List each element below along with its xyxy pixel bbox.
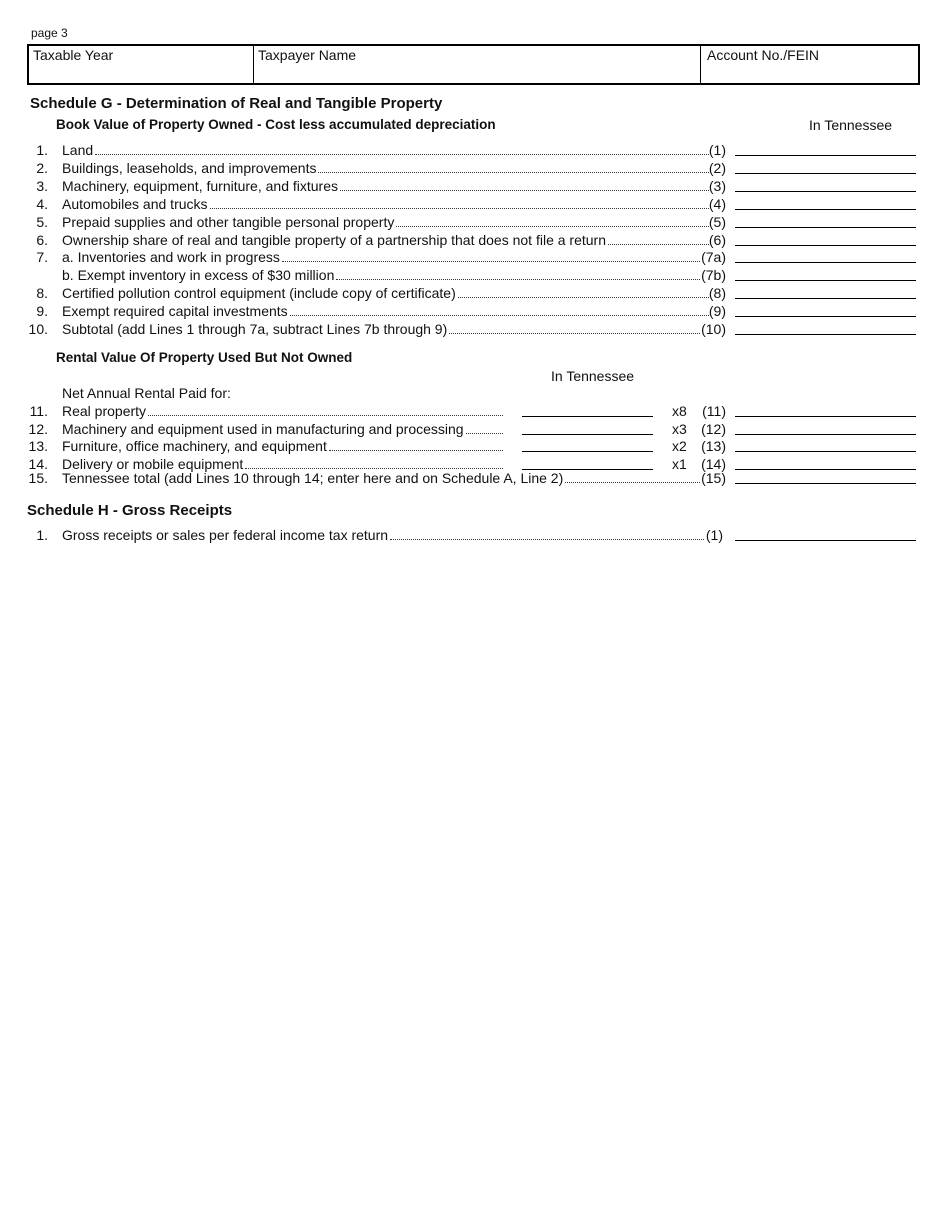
line-reference: (3) xyxy=(708,178,726,194)
in-tennessee-amount-field[interactable] xyxy=(735,154,916,156)
line-label: Ownership share of real and tangible property of a partnership that does not file a return xyxy=(62,232,606,248)
line-label: b. Exempt inventory in excess of $30 million xyxy=(62,267,335,283)
line-label-with-leader xyxy=(62,159,709,177)
line-reference: (7b) xyxy=(701,267,726,283)
line-label-with-leader xyxy=(62,177,709,195)
line-number: 5. xyxy=(36,214,48,230)
rental-amount-field[interactable] xyxy=(522,415,653,417)
line-label-with-leader xyxy=(62,284,709,302)
rental-amount-field[interactable] xyxy=(522,433,653,435)
rental-line xyxy=(0,402,950,420)
line-reference: (12) xyxy=(701,421,726,437)
dot-leader xyxy=(148,414,503,416)
dot-leader xyxy=(318,171,709,173)
dot-leader xyxy=(466,432,503,434)
schedule-g-line xyxy=(0,266,950,284)
line-label-with-leader xyxy=(62,231,709,249)
line-label: Machinery, equipment, furniture, and fixtures xyxy=(62,178,338,194)
line-label-with-leader xyxy=(62,248,700,266)
dot-leader xyxy=(210,207,709,209)
taxable-year-label: Taxable Year xyxy=(33,47,114,63)
line-label-with-leader xyxy=(62,213,709,231)
gross-receipts-line xyxy=(0,526,950,544)
line-label: Tennessee total (add Lines 10 through 14; enter here and on Schedule A, Line 2) xyxy=(62,470,564,486)
line-number: 9. xyxy=(36,303,48,319)
tennessee-total-line xyxy=(0,469,950,487)
schedule-g-line xyxy=(0,320,950,338)
dot-leader xyxy=(336,278,700,280)
schedule-g-line xyxy=(0,284,950,302)
multiplier: x2 xyxy=(672,438,687,454)
dot-leader xyxy=(340,189,709,191)
multiplier: x1 xyxy=(672,456,687,472)
in-tennessee-amount-field[interactable] xyxy=(735,208,916,210)
line-number: 4. xyxy=(36,196,48,212)
line-reference: (15) xyxy=(701,470,726,486)
dot-leader xyxy=(458,296,709,298)
schedule-g-line xyxy=(0,141,950,159)
line-label: Machinery and equipment used in manufacturing and processing xyxy=(62,421,464,437)
in-tennessee-amount-field[interactable] xyxy=(735,433,916,435)
line-reference: (13) xyxy=(701,438,726,454)
in-tennessee-amount-field[interactable] xyxy=(735,482,916,484)
dot-leader xyxy=(565,481,700,483)
account-no-label: Account No./FEIN xyxy=(707,47,820,63)
in-tennessee-amount-field[interactable] xyxy=(735,226,916,228)
line-number: 12. xyxy=(28,421,48,437)
line-reference: (14) xyxy=(701,456,726,472)
line-label-with-leader xyxy=(62,320,700,338)
line-number: 6. xyxy=(36,232,48,248)
rental-amount-field[interactable] xyxy=(522,450,653,452)
schedule-h-title: Schedule H - Gross Receipts xyxy=(27,502,233,519)
line-number: 15. xyxy=(28,470,48,486)
in-tennessee-amount-field[interactable] xyxy=(735,450,916,452)
line-number: 1. xyxy=(36,142,48,158)
line-reference: (1) xyxy=(708,142,726,158)
book-value-heading: Book Value of Property Owned - Cost less accumulated depreciation xyxy=(56,117,496,132)
in-tennessee-column-heading: In Tennessee xyxy=(809,117,893,133)
schedule-g-line xyxy=(0,231,950,249)
dot-leader xyxy=(449,332,700,334)
in-tennessee-amount-field[interactable] xyxy=(735,244,916,246)
taxpayer-name-field[interactable] xyxy=(254,46,701,83)
line-reference: (10) xyxy=(701,321,726,337)
line-reference: (1) xyxy=(705,527,723,543)
line-number: 11. xyxy=(29,403,48,419)
line-label-with-leader xyxy=(62,437,503,455)
dot-leader xyxy=(282,260,700,262)
schedule-g-line xyxy=(0,213,950,231)
line-number: 2. xyxy=(36,160,48,176)
line-number: 3. xyxy=(36,178,48,194)
line-label-with-leader xyxy=(62,195,709,213)
line-label-with-leader xyxy=(62,526,704,544)
line-label-with-leader xyxy=(62,402,503,420)
dot-leader xyxy=(290,314,709,316)
line-reference: (6) xyxy=(708,232,726,248)
line-reference: (5) xyxy=(708,214,726,230)
line-label: Subtotal (add Lines 1 through 7a, subtract Lines 7b through 9) xyxy=(62,321,448,337)
line-number: 7. xyxy=(36,249,48,265)
line-reference: (8) xyxy=(708,285,726,301)
line-reference: (9) xyxy=(708,303,726,319)
line-label-with-leader xyxy=(62,302,709,320)
in-tennessee-amount-field[interactable] xyxy=(735,190,916,192)
dot-leader xyxy=(396,225,709,227)
in-tennessee-amount-field[interactable] xyxy=(735,172,916,174)
line-reference: (11) xyxy=(702,403,726,419)
line-reference: (7a) xyxy=(701,249,726,265)
line-label-with-leader xyxy=(62,266,700,284)
dot-leader xyxy=(95,153,709,155)
in-tennessee-amount-field[interactable] xyxy=(735,415,916,417)
multiplier: x8 xyxy=(672,403,687,419)
schedule-g-line xyxy=(0,159,950,177)
line-label: Gross receipts or sales per federal income tax return xyxy=(62,527,389,543)
line-label: Exempt required capital investments xyxy=(62,303,288,319)
line-label: Real property xyxy=(62,403,147,419)
rental-heading: Rental Value Of Property Used But Not Owned xyxy=(56,350,353,365)
line-number: 1. xyxy=(36,527,48,543)
taxpayer-header-box xyxy=(27,44,920,85)
dot-leader xyxy=(390,538,704,540)
line-number: 14. xyxy=(28,456,48,472)
line-number: 8. xyxy=(36,285,48,301)
rental-line xyxy=(0,420,950,438)
in-tennessee-amount-field[interactable] xyxy=(735,297,916,299)
schedule-g-line xyxy=(0,248,950,266)
in-tennessee-amount-field[interactable] xyxy=(735,333,916,335)
line-label: Prepaid supplies and other tangible personal property xyxy=(62,214,395,230)
in-tennessee-amount-field[interactable] xyxy=(735,261,916,263)
line-number: 13. xyxy=(28,438,48,454)
line-label: Certified pollution control equipment (include copy of certificate) xyxy=(62,285,456,301)
line-label: a. Inventories and work in progress xyxy=(62,249,280,265)
dot-leader xyxy=(329,449,503,451)
page-number: page 3 xyxy=(31,26,68,40)
in-tennessee-amount-field[interactable] xyxy=(735,279,916,281)
line-label-with-leader xyxy=(62,141,709,159)
rental-line xyxy=(0,437,950,455)
in-tennessee-amount-field[interactable] xyxy=(735,539,916,541)
schedule-g-title: Schedule G - Determination of Real and Tangible Property xyxy=(30,95,443,112)
line-label: Furniture, office machinery, and equipment xyxy=(62,438,327,454)
account-no-field[interactable] xyxy=(701,46,918,83)
line-number: 10. xyxy=(28,321,48,337)
multiplier: x3 xyxy=(672,421,687,437)
schedule-g-line xyxy=(0,177,950,195)
line-reference: (2) xyxy=(708,160,726,176)
line-label: Land xyxy=(62,142,94,158)
in-tennessee-amount-field[interactable] xyxy=(735,315,916,317)
taxpayer-name-label: Taxpayer Name xyxy=(258,47,357,63)
line-label: Delivery or mobile equipment xyxy=(62,456,244,472)
line-label-with-leader xyxy=(62,469,700,487)
net-annual-rental-label: Net Annual Rental Paid for: xyxy=(62,385,231,401)
taxable-year-field[interactable] xyxy=(29,46,254,83)
rental-in-tennessee-heading: In Tennessee xyxy=(551,368,635,384)
schedule-g-line xyxy=(0,195,950,213)
line-reference: (4) xyxy=(708,196,726,212)
schedule-g-line xyxy=(0,302,950,320)
line-label: Automobiles and trucks xyxy=(62,196,208,212)
line-label: Buildings, leaseholds, and improvements xyxy=(62,160,317,176)
line-label-with-leader xyxy=(62,420,503,438)
